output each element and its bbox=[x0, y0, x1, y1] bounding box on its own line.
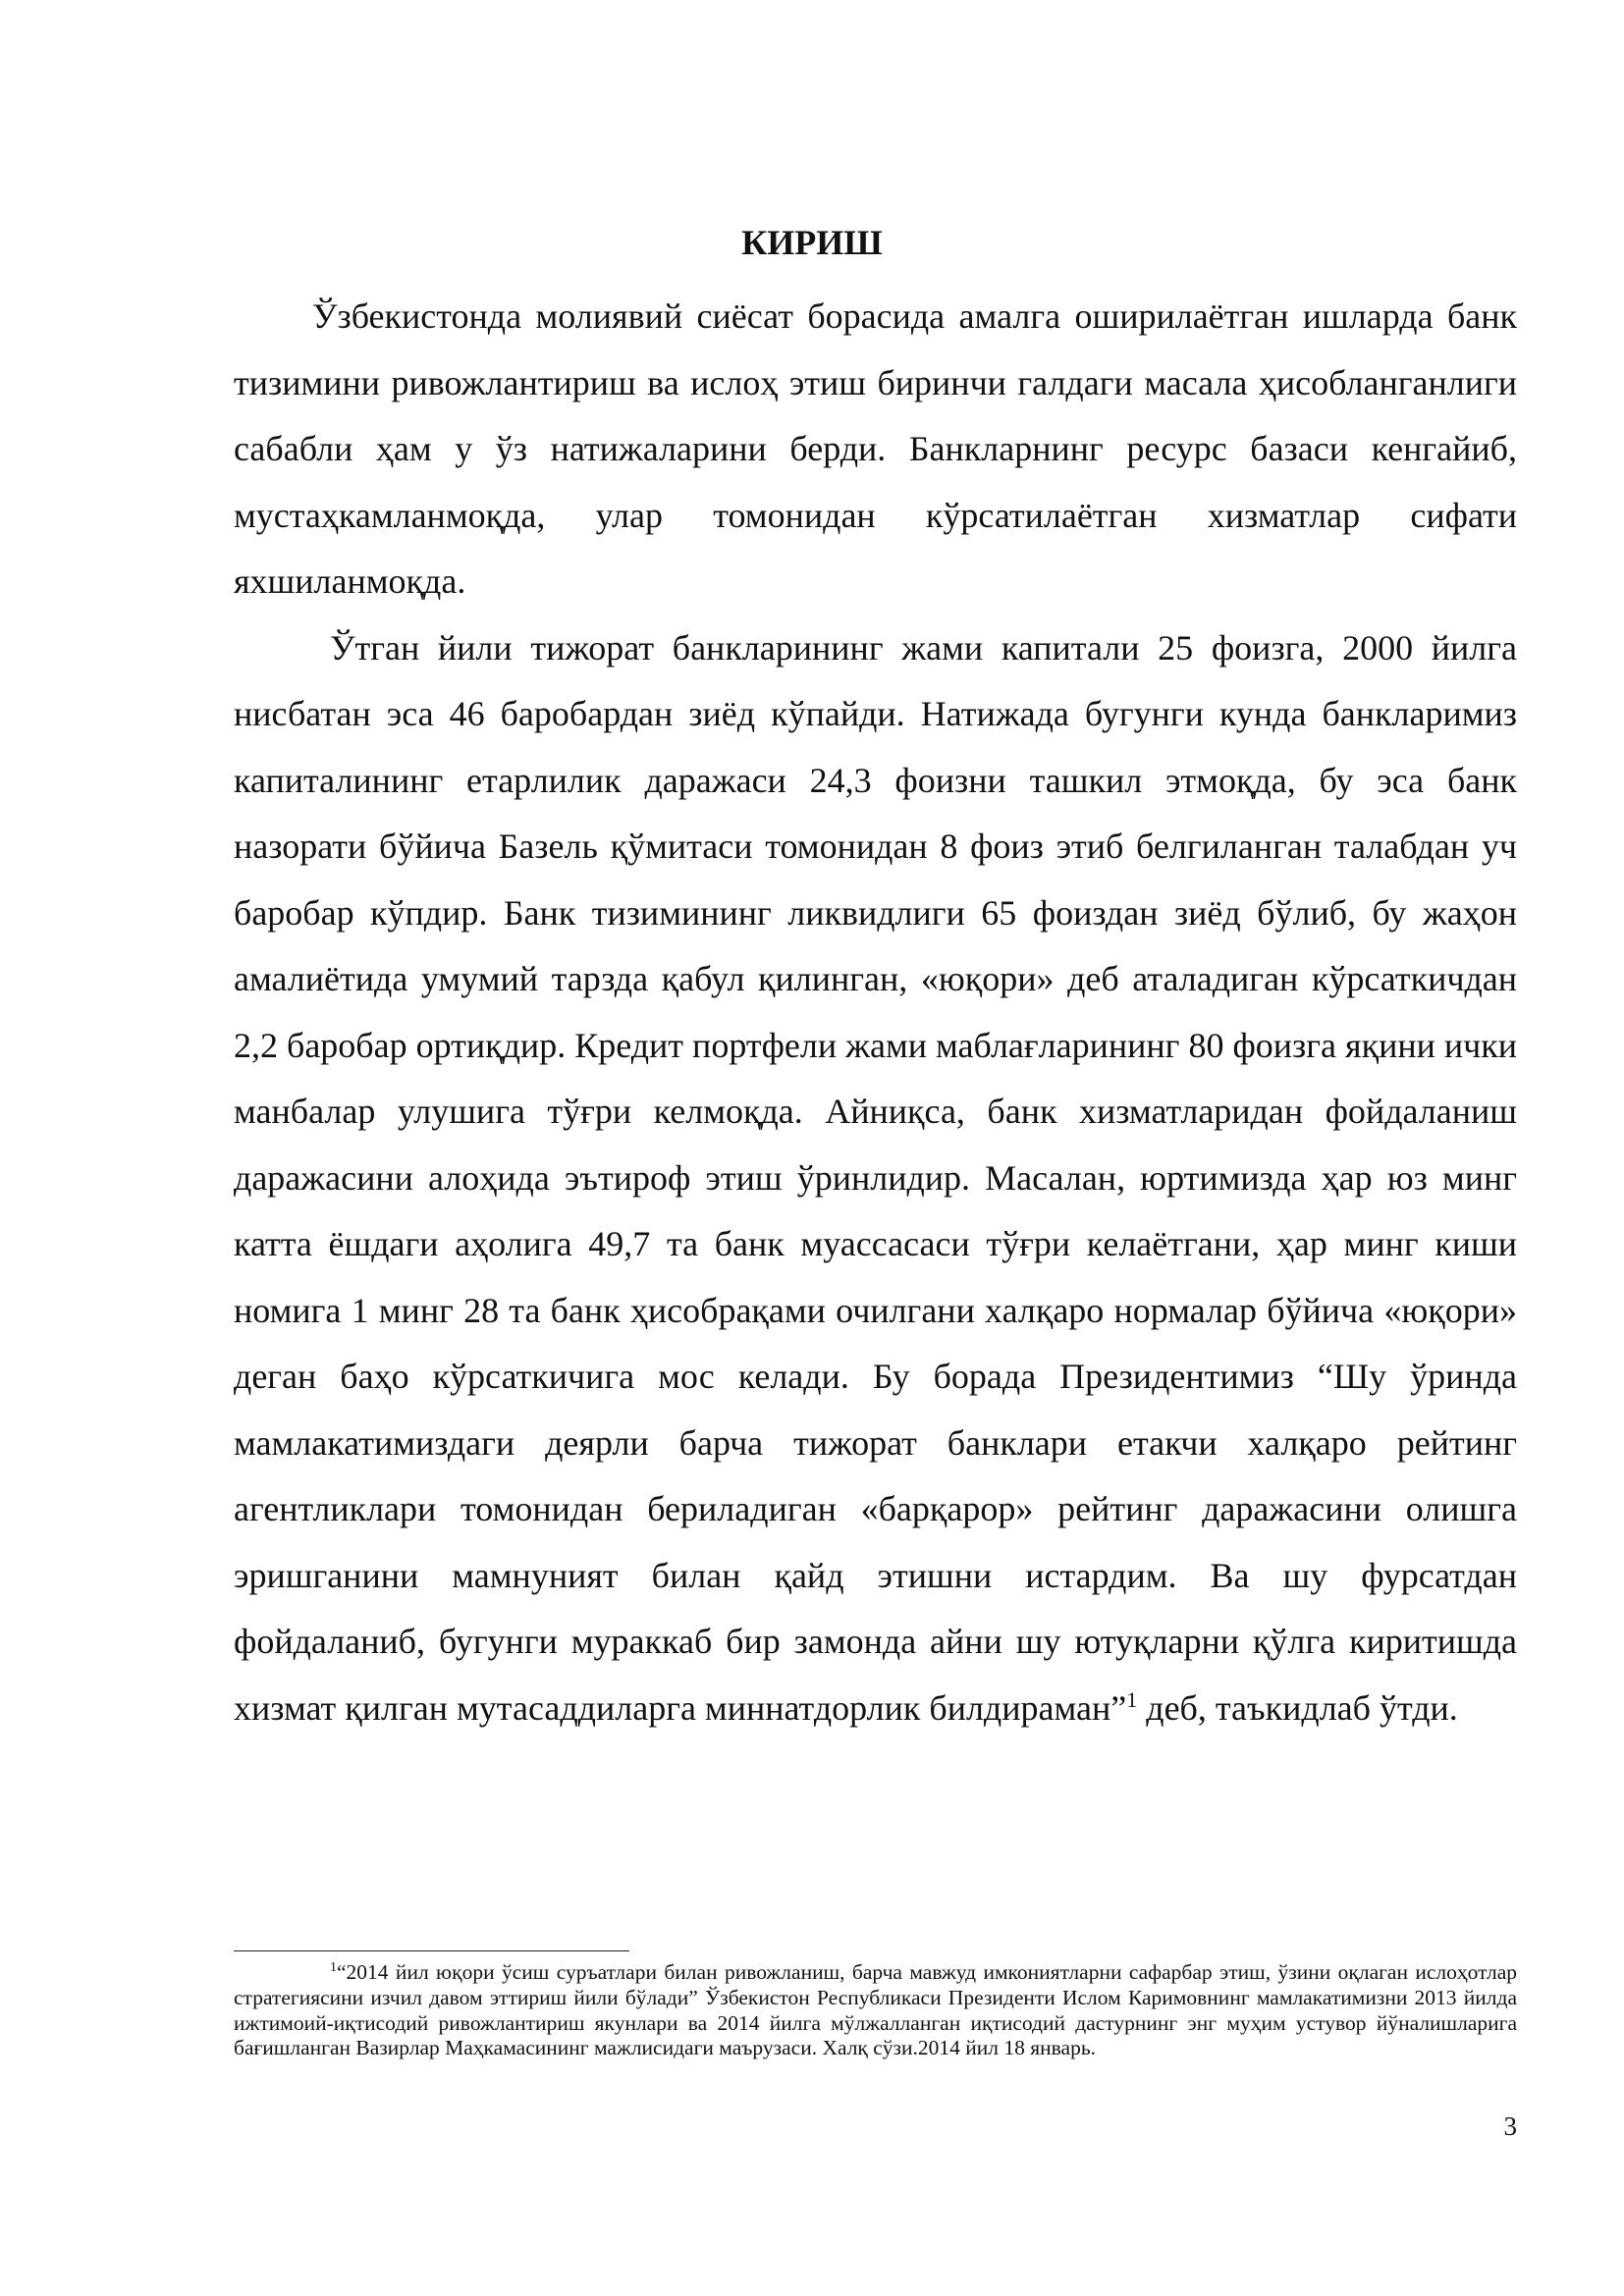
body-text bbox=[234, 284, 1517, 1741]
footnote bbox=[234, 1960, 1517, 2061]
footnote-number: 1 bbox=[330, 1959, 337, 1975]
page-number: 3 bbox=[1503, 2111, 1517, 2141]
paragraph-2 bbox=[234, 615, 1517, 1742]
footnote-text: “2014 йил юқори ўсиш суръатлари билан ривожланиш, барча мавжуд имкониятларни сафарбар этиш, ўзини оқлаган ислоҳотлар стратегиясини изчил давом эттириш йили бўлади” Ўзбекистон Республикаси Президенти Ислом Каримовнинг мамлакатимизни 2013 йилда ижтимоий-иқтисодий ривожлантириш якунлари ва 2014 йилга мўлжалланган иқтисодий дастурнинг энг муҳим устувор йўналишларига бағишланган Вазирлар Маҳкамасининг мажлисидаги маърузаси. Халқ сўзи.2014 йил 18 январь. bbox=[234, 1960, 1517, 2060]
footnote-separator bbox=[234, 1950, 629, 1951]
footnote-reference[interactable]: 1 bbox=[1126, 1686, 1138, 1712]
paragraph-2-tail: деб, таъкидлаб ўтди. bbox=[1137, 1687, 1458, 1728]
page-title: КИРИШ bbox=[741, 223, 883, 262]
paragraph-2-text: Ўтган йили тижорат банкларининг жами капитали 25 фоизга, 2000 йилга нисбатан эса 46 баробардан зиёд кўпайди. Натижада бугунги кунда банкларимиз капиталининг етарлилик даражаси 24,3 фоизни ташкил этмоқда, бу эса банк назорати бўйича Базель қўмитаси томонидан 8 фоиз этиб белгиланган талабдан уч баробар кўпдир. Банк тизимининг ликвидлиги 65 фоиздан зиёд бўлиб, бу жаҳон амалиётида умумий тарзда қабул қилинган, «юқори» деб аталадиган кўрсаткичдан 2,2 баробар ортиқдир. Кредит портфели жами маблағларининг 80 фоизга яқини ички манбалар улушига тўғри келмоқда. Айниқса, банк хизматларидан фойдаланиш даражасини алоҳида эътироф этиш ўринлидир. Масалан, юртимизда ҳар юз минг катта ёшдаги аҳолига 49,7 та банк муассасаси тўғри келаётгани, ҳар минг киши номига 1 минг 28 та банк ҳисобрақами очилгани халқаро нормалар бўйича «юқори» деган баҳо кўрсаткичига мос келади. Бу борада Президентимиз “Шу ўринда мамлакатимиздаги деярли барча тижорат банклари етакчи халқаро рейтинг агентликлари томонидан бериладиган «барқарор» рейтинг даражасини олишга эришганини мамнуният билан қайд этишни истардим. Ва шу фурсатдан фойдаланиб, бугунги мураккаб бир замонда айни шу ютуқларни қўлга киритишда хизмат қилган мутасаддиларга миннатдорлик билдираман” bbox=[234, 627, 1517, 1728]
paragraph-1: Ўзбекистонда молиявий сиёсат борасида амалга оширилаётган ишларда банк тизимини ривожлантириш ва ислоҳ этиш биринчи галдаги масала ҳисобланганлиги сабабли ҳам у ўз натижаларини берди. Банкларнинг ресурс базаси кенгайиб, мустаҳкамланмоқда, улар томонидан кўрсатилаётган хизматлар сифати яхшиланмоқда. bbox=[234, 296, 1517, 601]
